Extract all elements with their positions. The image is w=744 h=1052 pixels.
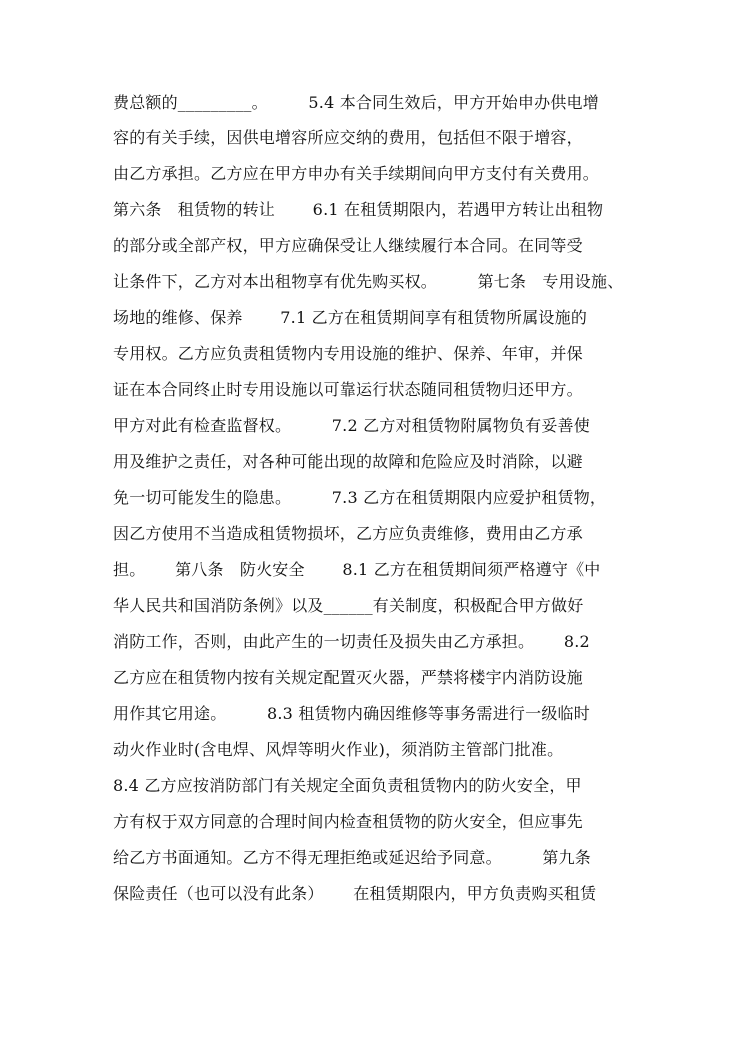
- text-line-3: 由乙方承担。乙方应在甲方申办有关手续期间向甲方支付有关费用。: [113, 164, 600, 183]
- text-line-2: 容的有关手续，因供电增容所应交纳的费用，包括但不限于增容，: [113, 128, 583, 147]
- text-line-18: 用作其它用途。 8.3 租赁物内确因维修等事务需进行一级临时: [113, 704, 590, 723]
- text-line-15: 华人民共和国消防条例》以及______有关制度，积极配合甲方做好: [113, 596, 584, 615]
- text-line-8: 专用权。乙方应负责租赁物内专用设施的维护、保养、年审，并保: [113, 344, 583, 363]
- text-line-23: 保险责任（也可以没有此条） 在租赁期限内，甲方负责购买租赁: [113, 884, 597, 903]
- text-line-19: 动火作业时(含电焊、风焊等明火作业)，须消防主管部门批准。: [113, 740, 564, 759]
- text-line-6: 让条件下，乙方对本出租物享有优先购买权。 第七条 专用设施、: [113, 272, 624, 291]
- text-line-5: 的部分或全部产权，甲方应确保受让人继续履行本合同。在同等受: [113, 236, 583, 255]
- text-line-1: 费总额的_________。 5.4 本合同生效后，甲方开始申办供电增: [113, 93, 599, 112]
- text-line-22: 给乙方书面通知。乙方不得无理拒绝或延迟给予同意。 第九条: [113, 848, 592, 867]
- text-line-14: 担。 第八条 防火安全 8.1 乙方在租赁期间须严格遵守《中: [113, 560, 601, 579]
- text-line-10: 甲方对此有检查监督权。 7.2 乙方对租赁物附属物负有妥善使: [113, 416, 590, 435]
- text-line-9: 证在本合同终止时专用设施以可靠运行状态随同租赁物归还甲方。: [113, 380, 583, 399]
- text-line-17: 乙方应在租赁物内按有关规定配置灭火器，严禁将楼宇内消防设施: [113, 668, 583, 687]
- text-line-20: 8.4 乙方应按消防部门有关规定全面负责租赁物内的防火安全，甲: [113, 776, 582, 795]
- text-line-21: 方有权于双方同意的合理时间内检查租赁物的防火安全，但应事先: [113, 812, 583, 831]
- text-line-4: 第六条 租赁物的转让 6.1 在租赁期限内，若遇甲方转让出租物: [113, 200, 604, 219]
- text-line-11: 用及维护之责任，对各种可能出现的故障和危险应及时消除，以避: [113, 452, 583, 471]
- text-line-16: 消防工作，否则，由此产生的一切责任及损失由乙方承担。 8.2: [113, 632, 590, 651]
- text-line-7: 场地的维修、保养 7.1 乙方在租赁期间享有租赁物所属设施的: [113, 308, 588, 327]
- text-line-13: 因乙方使用不当造成租赁物损坏，乙方应负责维修，费用由乙方承: [113, 524, 583, 543]
- text-line-12: 免一切可能发生的隐患。 7.3 乙方在租赁期限内应爱护租赁物，: [113, 488, 607, 507]
